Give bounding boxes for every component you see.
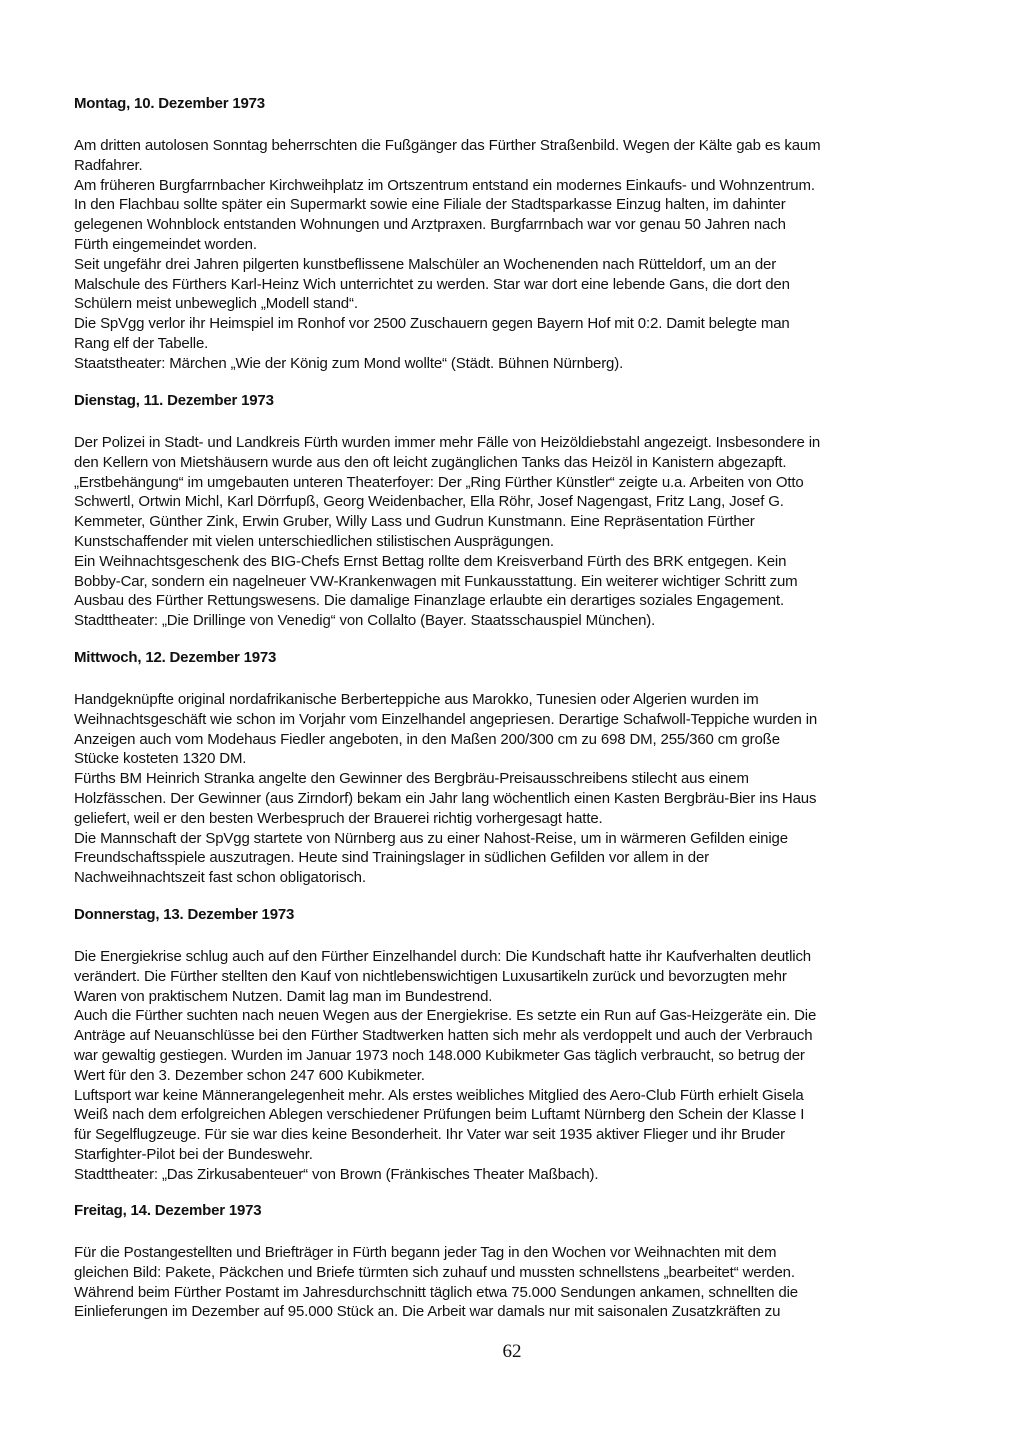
text-line: Wert für den 3. Dezember schon 247 600 Kubikmeter. bbox=[74, 1066, 425, 1084]
text-line: Die Energiekrise schlug auch auf den Fürther Einzelhandel durch: Die Kundschaft hatte ihr Kaufverhalten deutlich bbox=[74, 948, 811, 965]
text-line: Ausbau des Fürther Rettungswesens. Die damalige Finanzlage erlaubte ein derartiges soziales Engagement. bbox=[74, 592, 784, 610]
text-line: Luftsport war keine Männerangelegenheit mehr. Als erstes weibliches Mitglied des Aero-Club Fürth erhielt Gisela bbox=[74, 1086, 804, 1104]
text-line: für Segelflugzeuge. Für sie war dies keine Besonderheit. Ihr Vater war seit 1935 aktiver Flieger und ihr Bruder bbox=[74, 1126, 785, 1144]
text-line: gleichen Bild: Pakete, Päckchen und Briefe türmten sich zuhauf und mussten schnellstens „bearbeitet“ werden. bbox=[74, 1263, 795, 1281]
text-line: Stadttheater: „Die Drillinge von Venedig“ von Collalto (Bayer. Staatsschauspiel München). bbox=[74, 612, 656, 630]
text-line: verändert. Die Fürther stellten den Kauf von nichtlebenswichtigen Luxusartikeln zurück und bevorzugten mehr bbox=[74, 967, 787, 985]
entry-body bbox=[74, 1243, 954, 1322]
text-line: Stücke kosteten 1320 DM. bbox=[74, 750, 247, 768]
entry-donnerstag bbox=[74, 905, 954, 1185]
text-line: Ein Weihnachtsgeschenk des BIG-Chefs Ernst Bettag rollte dem Kreisverband Fürth des BRK entgegen. Kein bbox=[74, 552, 787, 570]
entry-date-heading: Montag, 10. Dezember 1973 bbox=[74, 95, 265, 112]
text-line: Seit ungefähr drei Jahren pilgerten kunstbeflissene Malschüler an Wochenenden nach Rütteldorf, um an der bbox=[74, 255, 777, 273]
entry-date-heading: Freitag, 14. Dezember 1973 bbox=[74, 1202, 262, 1219]
text-line: Während beim Fürther Postamt im Jahresdurchschnitt täglich etwa 75.000 Sendungen ankamen, schnellten die bbox=[74, 1283, 798, 1301]
text-line: Malschule des Fürthers Karl-Heinz Wich unterrichtet zu werden. Star war dort eine lebende Gans, die dort den bbox=[74, 275, 790, 293]
entry-montag bbox=[74, 94, 954, 374]
entry-date-heading: Donnerstag, 13. Dezember 1973 bbox=[74, 906, 295, 923]
entry-body bbox=[74, 947, 954, 1185]
text-line: Fürth eingemeindet worden. bbox=[74, 235, 257, 253]
text-line: Rang elf der Tabelle. bbox=[74, 334, 209, 352]
text-line: Weihnachtsgeschäft wie schon im Vorjahr vom Einzelhandel angepriesen. Derartige Schafwoll-Teppiche wurden in bbox=[74, 710, 818, 728]
text-line: Schülern meist unbeweglich „Modell stand“. bbox=[74, 295, 358, 313]
text-line: Anträge auf Neuanschlüsse bei den Fürther Stadtwerken hatten sich mehr als verdoppelt und auch der Verbrauch bbox=[74, 1027, 813, 1045]
text-line: Bobby-Car, sondern ein nagelneuer VW-Krankenwagen mit Funkausstattung. Ein weiterer wichtiger Schritt zum bbox=[74, 572, 798, 590]
entry-date-heading: Dienstag, 11. Dezember 1973 bbox=[74, 392, 274, 409]
text-line: geliefert, weil er den besten Werbespruch der Brauerei richtig vorhergesagt hatte. bbox=[74, 809, 603, 827]
text-line: Nachweihnachtszeit fast schon obligatorisch. bbox=[74, 869, 366, 887]
text-line: Radfahrer. bbox=[74, 156, 143, 174]
text-line: Starfighter-Pilot bei der Bundeswehr. bbox=[74, 1145, 313, 1163]
text-line: Holzfässchen. Der Gewinner (aus Zirndorf) bekam ein Jahr lang wöchentlich einen Kasten Bergbräu-Bier ins Haus bbox=[74, 789, 817, 807]
entry-dienstag bbox=[74, 391, 954, 631]
text-line: Auch die Fürther suchten nach neuen Wegen aus der Energiekrise. Es setzte ein Run auf Gas-Heizgeräte ein. Die bbox=[74, 1007, 817, 1025]
entry-body bbox=[74, 136, 954, 374]
text-line: Kemmeter, Günther Zink, Erwin Gruber, Willy Lass und Gudrun Kunstmann. Eine Repräsentation Fürther bbox=[74, 513, 755, 531]
text-line: Fürths BM Heinrich Stranka angelte den Gewinner des Bergbräu-Preisausschreibens stilecht aus einem bbox=[74, 770, 749, 788]
entry-body bbox=[74, 433, 954, 631]
text-line: Handgeknüpfte original nordafrikanische Berberteppiche aus Marokko, Tunesien oder Algerien wurden im bbox=[74, 691, 759, 708]
entry-mittwoch bbox=[74, 648, 954, 888]
text-line: Waren von praktischem Nutzen. Damit lag man im Bundestrend. bbox=[74, 987, 493, 1005]
text-line: den Kellern von Mietshäusern wurde aus den oft leicht zugänglichen Tanks das Heizöl in Kanistern abgezapft. bbox=[74, 453, 787, 471]
entry-freitag bbox=[74, 1201, 954, 1322]
page-number: 62 bbox=[502, 1341, 522, 1362]
text-line: Freundschaftsspiele auszutragen. Heute sind Trainingslager in südlichen Gefilden vor allem in der bbox=[74, 849, 709, 867]
text-line: Einlieferungen im Dezember auf 95.000 Stück an. Die Arbeit war damals nur mit saisonalen Zusatzkräften zu bbox=[74, 1303, 781, 1321]
text-line: Schwertl, Ortwin Michl, Karl Dörrfupß, Georg Weidenbacher, Ella Röhr, Josef Nagengast, Fritz Lang, Josef G. bbox=[74, 493, 784, 511]
text-line: Stadttheater: „Das Zirkusabenteuer“ von Brown (Fränkisches Theater Maßbach). bbox=[74, 1165, 599, 1183]
text-line: In den Flachbau sollte später ein Supermarkt sowie eine Filiale der Stadtsparkasse Einzug halten, im dahinter bbox=[74, 196, 786, 214]
text-line: Die SpVgg verlor ihr Heimspiel im Ronhof vor 2500 Zuschauern gegen Bayern Hof mit 0:2. Damit belegte man bbox=[74, 315, 790, 333]
text-line: war gewaltig gestiegen. Wurden im Januar 1973 noch 148.000 Kubikmeter Gas täglich verbraucht, so betrug der bbox=[74, 1046, 805, 1064]
text-line: Der Polizei in Stadt- und Landkreis Fürth wurden immer mehr Fälle von Heizöldiebstahl angezeigt. Insbesondere in bbox=[74, 434, 821, 451]
text-line: gelegenen Wohnblock entstanden Wohnungen und Arztpraxen. Burgfarrnbach war vor genau 50 Jahren nach bbox=[74, 216, 786, 234]
text-line: „Erstbehängung“ im umgebauten unteren Theaterfoyer: Der „Ring Fürther Künstler“ zeigte u.a. Arbeiten von Otto bbox=[74, 473, 804, 491]
text-line: Anzeigen auch vom Modehaus Fiedler angeboten, in den Maßen 200/300 cm zu 698 DM, 255/360 cm große bbox=[74, 730, 780, 748]
text-line: Staatstheater: Märchen „Wie der König zum Mond wollte“ (Städt. Bühnen Nürnberg). bbox=[74, 354, 624, 372]
entry-date-heading: Mittwoch, 12. Dezember 1973 bbox=[74, 649, 277, 666]
entry-body bbox=[74, 690, 954, 888]
text-line: Weiß nach dem erfolgreichen Ablegen verschiedener Prüfungen beim Luftamt Nürnberg den Schein der Klasse I bbox=[74, 1106, 805, 1124]
text-line: Die Mannschaft der SpVgg startete von Nürnberg aus zu einer Nahost-Reise, um in wärmeren Gefilden einige bbox=[74, 829, 788, 847]
text-line: Am früheren Burgfarrnbacher Kirchweihplatz im Ortszentrum entstand ein modernes Einkaufs- und Wohnzentrum. bbox=[74, 176, 815, 194]
text-line: Kunstschaffender mit vielen unterschiedlichen stilistischen Ausprägungen. bbox=[74, 532, 554, 550]
text-line: Am dritten autolosen Sonntag beherrschten die Fußgänger das Fürther Straßenbild. Wegen der Kälte gab es kaum bbox=[74, 137, 821, 154]
text-line: Für die Postangestellten und Briefträger in Fürth begann jeder Tag in den Wochen vor Weihnachten mit dem bbox=[74, 1244, 777, 1261]
